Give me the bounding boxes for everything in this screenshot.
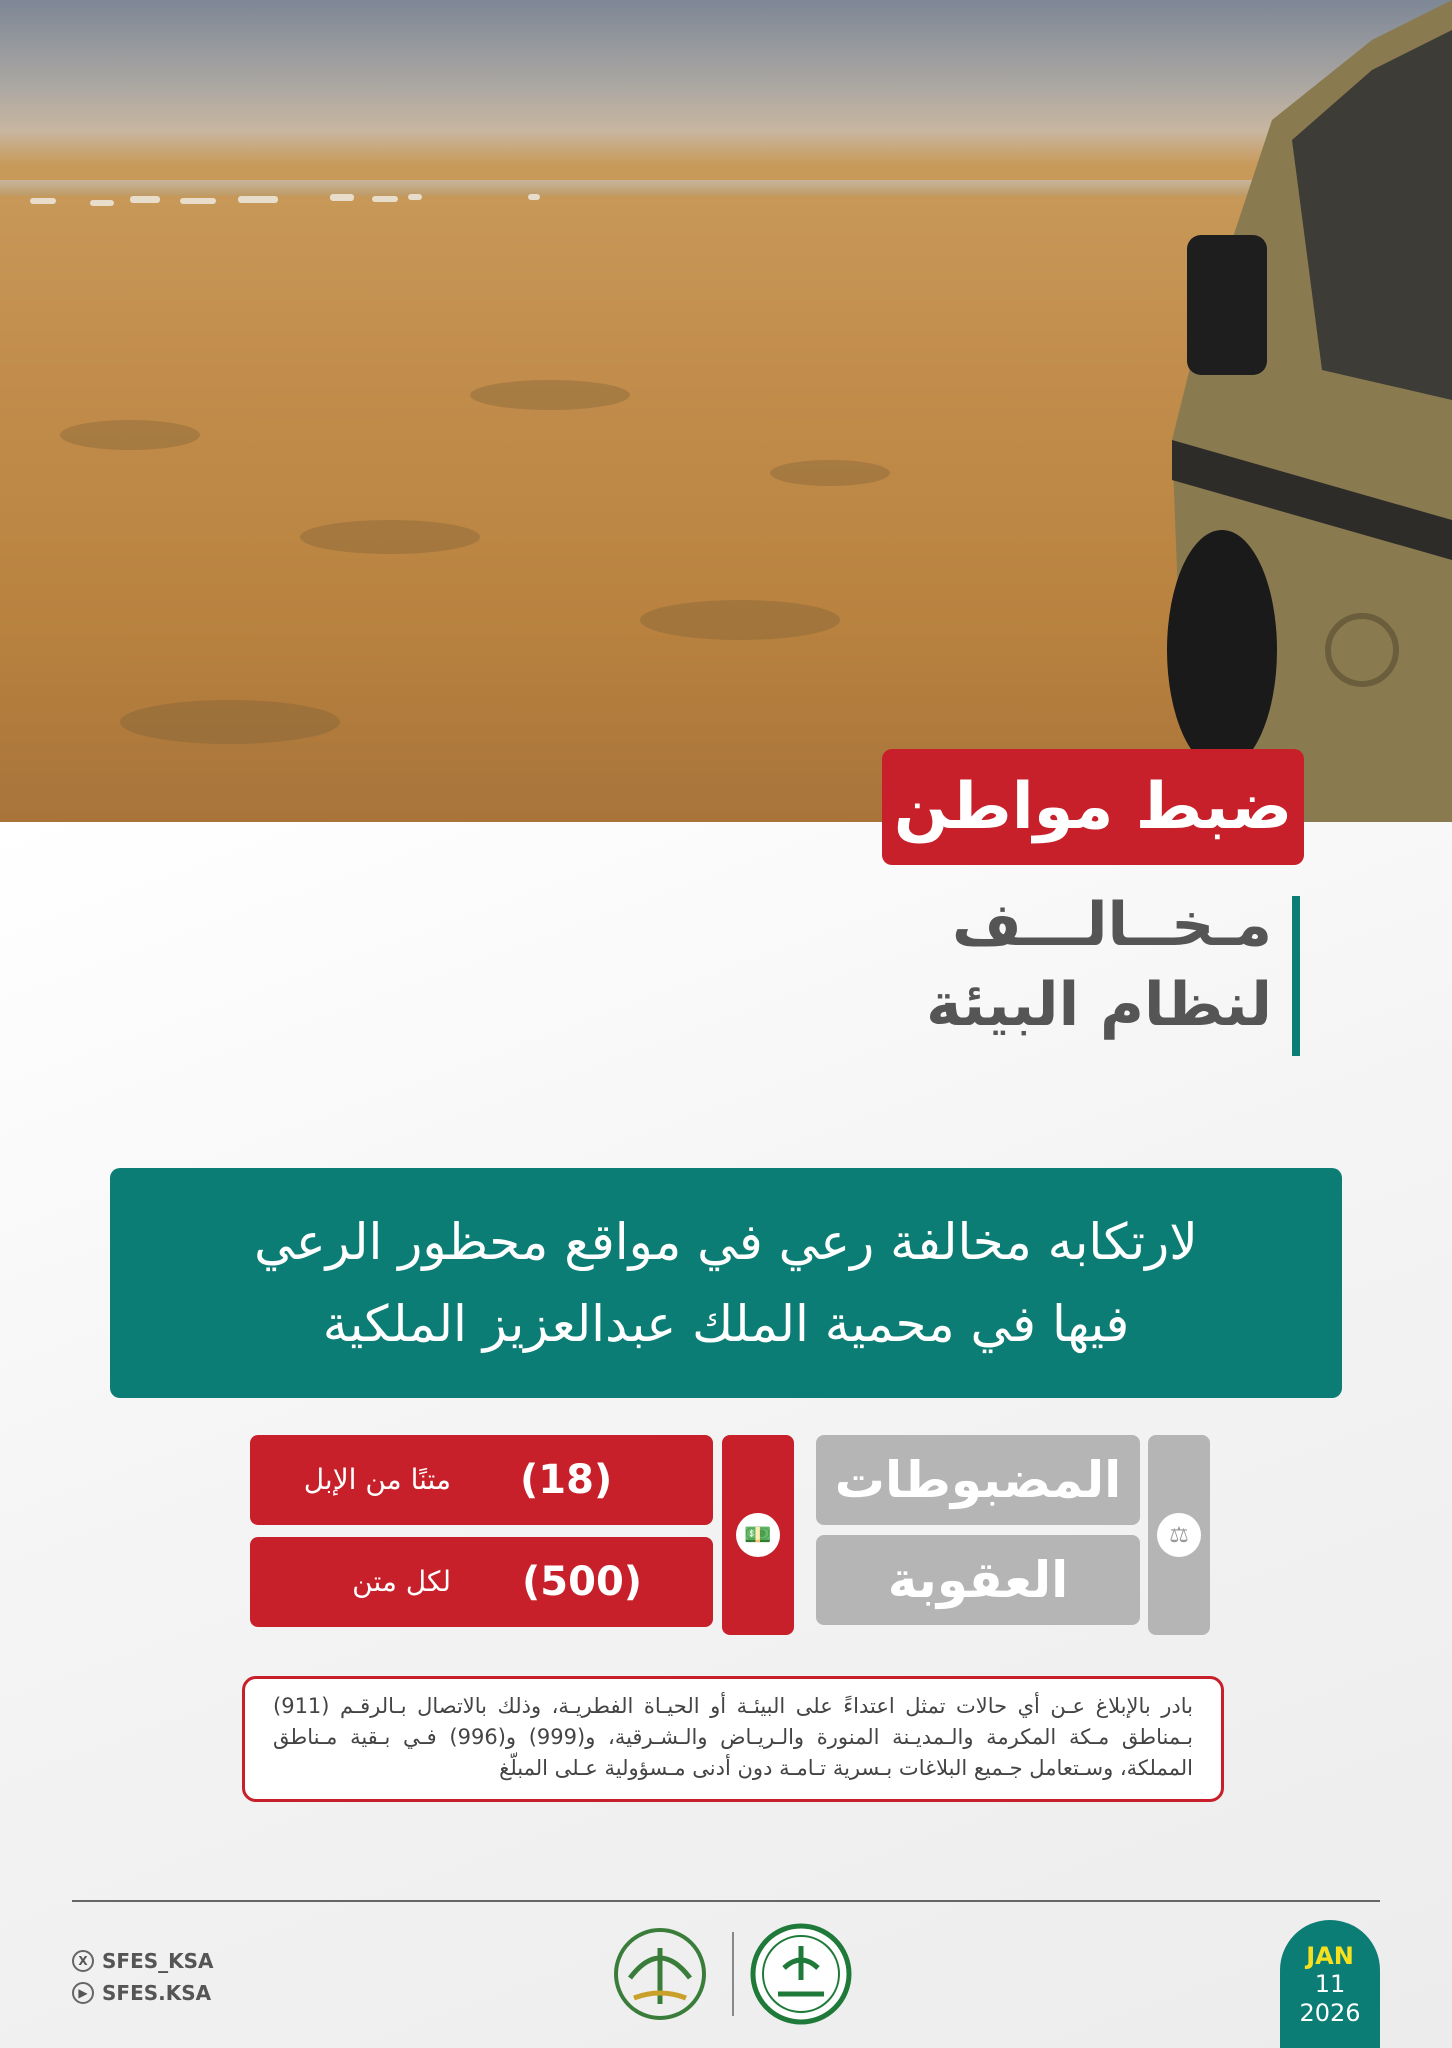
youtube-handle: SFES.KSA <box>102 1981 212 2005</box>
x-icon: X <box>72 1950 94 1972</box>
penalty-unit: لكل متن <box>352 1565 451 1598</box>
logos <box>600 1918 860 2028</box>
camel-herd <box>0 184 1100 224</box>
hero-photo <box>0 0 1452 822</box>
shrub <box>470 380 630 410</box>
header-tag: ضبط مواطن <box>882 749 1304 865</box>
penalty-amount: (500) <box>522 1559 643 1605</box>
date-month: JAN <box>1306 1942 1354 1970</box>
statement-line-1: لارتكابه مخالفة رعي في مواقع محظور الرعي <box>254 1213 1198 1271</box>
footer-divider <box>72 1900 1380 1902</box>
emblem-logo-left <box>600 1918 720 2028</box>
date-day: 11 <box>1314 1970 1346 1998</box>
title-line-2: لنظام البيئة <box>926 970 1272 1040</box>
seized-count: (18) <box>520 1457 613 1503</box>
money-icon-column <box>722 1435 794 1635</box>
shrub <box>300 520 480 554</box>
date-badge <box>1280 1920 1380 2048</box>
reporting-notice: بادر بالإبلاغ عـن أي حالات تمثل اعتداءً على البيئـة أو الحيـاة الفطريـة، وذلك بالاتصال بـالرقـم (911) بـمناطق مـكة المكرمة والـمديـنة المنورة والـريـاض والـشـرقية، و(999) و(996) فـي بـقية مـناطق المملكة، وسـتعامل جـميع البلاغات بـسرية تـامـة دون أدنى مـسؤولية عـلى المبلّغ <box>242 1676 1224 1802</box>
title-block <box>880 890 1300 1050</box>
violation-statement <box>110 1168 1342 1398</box>
gavel-icon-column <box>1148 1435 1210 1635</box>
seized-label: المضبوطات <box>816 1435 1140 1525</box>
patrol-vehicle <box>1072 0 1452 822</box>
statement-line-2: فيها في محمية الملك عبدالعزيز الملكية <box>322 1295 1130 1353</box>
title-line-1: مـخــالـــف <box>952 890 1272 960</box>
gavel-icon: ⚖ <box>1157 1513 1201 1557</box>
penalty-label: العقوبة <box>816 1535 1140 1625</box>
seized-unit: متنًا من الإبل <box>303 1463 451 1496</box>
money-icon: 💵 <box>736 1513 780 1557</box>
title-accent-bar <box>1292 896 1300 1056</box>
shrub <box>640 600 840 640</box>
penalty-value-box <box>250 1537 713 1627</box>
social-youtube[interactable] <box>72 1978 272 2008</box>
shrub <box>60 420 200 450</box>
logo-divider <box>732 1932 734 2016</box>
shrub <box>770 460 890 486</box>
x-handle: SFES_KSA <box>102 1949 214 1973</box>
social-x[interactable] <box>72 1946 272 1976</box>
emblem-logo-right <box>746 1918 856 2028</box>
seized-value-box <box>250 1435 713 1525</box>
youtube-icon: ▶ <box>72 1982 94 2004</box>
date-year: 2026 <box>1299 1999 1361 2027</box>
shrub <box>120 700 340 744</box>
